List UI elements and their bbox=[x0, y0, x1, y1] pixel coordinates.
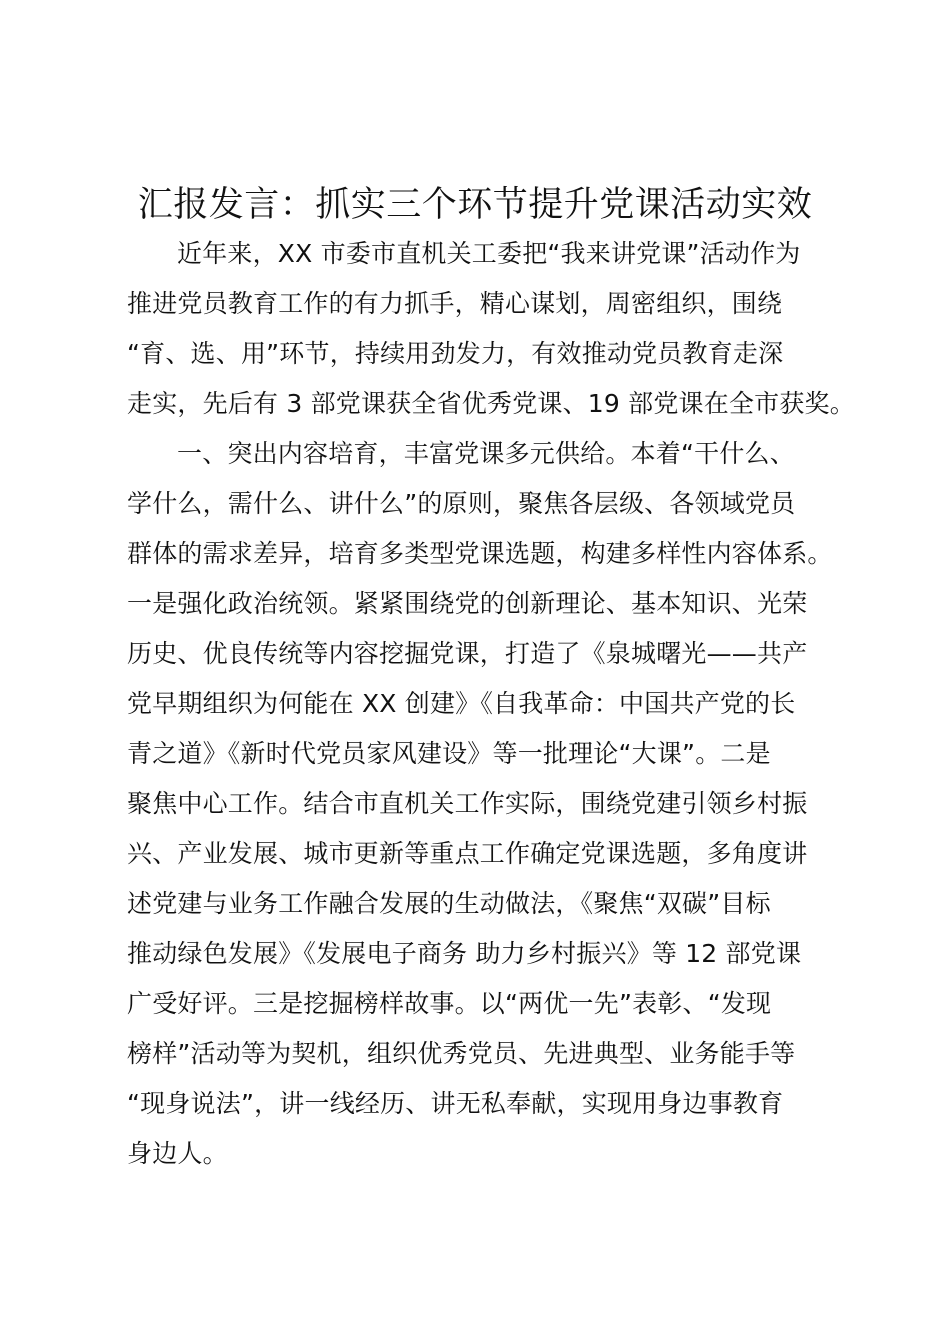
paragraph-line: 党早期组织为何能在 XX 创建》《自我革命：中国共产党的长 bbox=[127, 689, 796, 718]
paragraph-line: 走实，先后有 3 部党课获全省优秀党课、19 部党课在全市获奖。 bbox=[127, 389, 855, 418]
paragraph-line: 推动绿色发展》《发展电子商务 助力乡村振兴》等 12 部党课 bbox=[127, 939, 802, 968]
paragraph-line: “育、选、用”环节，持续用劲发力，有效推动党员教育走深 bbox=[127, 339, 784, 368]
paragraph-line: 身边人。 bbox=[127, 1139, 228, 1168]
paragraph-line: 学什么，需什么、讲什么”的原则，聚焦各层级、各领域党员 bbox=[127, 489, 796, 518]
document-title: 汇报发言：抓实三个环节提升党课活动实效 bbox=[137, 185, 813, 225]
paragraph-line: 聚焦中心工作。结合市直机关工作实际，围绕党建引领乡村振 bbox=[127, 789, 808, 818]
paragraph-line: “现身说法”，讲一线经历、讲无私奉献，实现用身边事教育 bbox=[127, 1089, 784, 1118]
paragraph-line: 一是强化政治统领。紧紧围绕党的创新理论、基本知识、光荣 bbox=[127, 589, 808, 618]
paragraph-line: 榜样”活动等为契机，组织优秀党员、先进典型、业务能手等 bbox=[127, 1039, 796, 1068]
paragraph-line: 历史、优良传统等内容挖掘党课，打造了《泉城曙光——共产 bbox=[127, 639, 808, 668]
paragraph-line: 近年来，XX 市委市直机关工委把“我来讲党课”活动作为 bbox=[177, 239, 801, 268]
paragraph-line: 兴、产业发展、城市更新等重点工作确定党课选题，多角度讲 bbox=[127, 839, 808, 868]
paragraph-line: 群体的需求差异，培育多类型党课选题，构建多样性内容体系。 bbox=[127, 539, 833, 568]
paragraph-line: 述党建与业务工作融合发展的生动做法，《聚焦“双碳”目标 bbox=[127, 889, 771, 918]
paragraph-line: 青之道》《新时代党员家风建设》等一批理论“大课”。二是 bbox=[127, 739, 771, 768]
paragraph-line: 一、突出内容培育，丰富党课多元供给。本着“干什么、 bbox=[177, 439, 795, 468]
paragraph-line: 推进党员教育工作的有力抓手，精心谋划，周密组织，围绕 bbox=[127, 289, 783, 318]
paragraph-line: 广受好评。三是挖掘榜样故事。以“两优一先”表彰、“发现 bbox=[127, 989, 772, 1018]
